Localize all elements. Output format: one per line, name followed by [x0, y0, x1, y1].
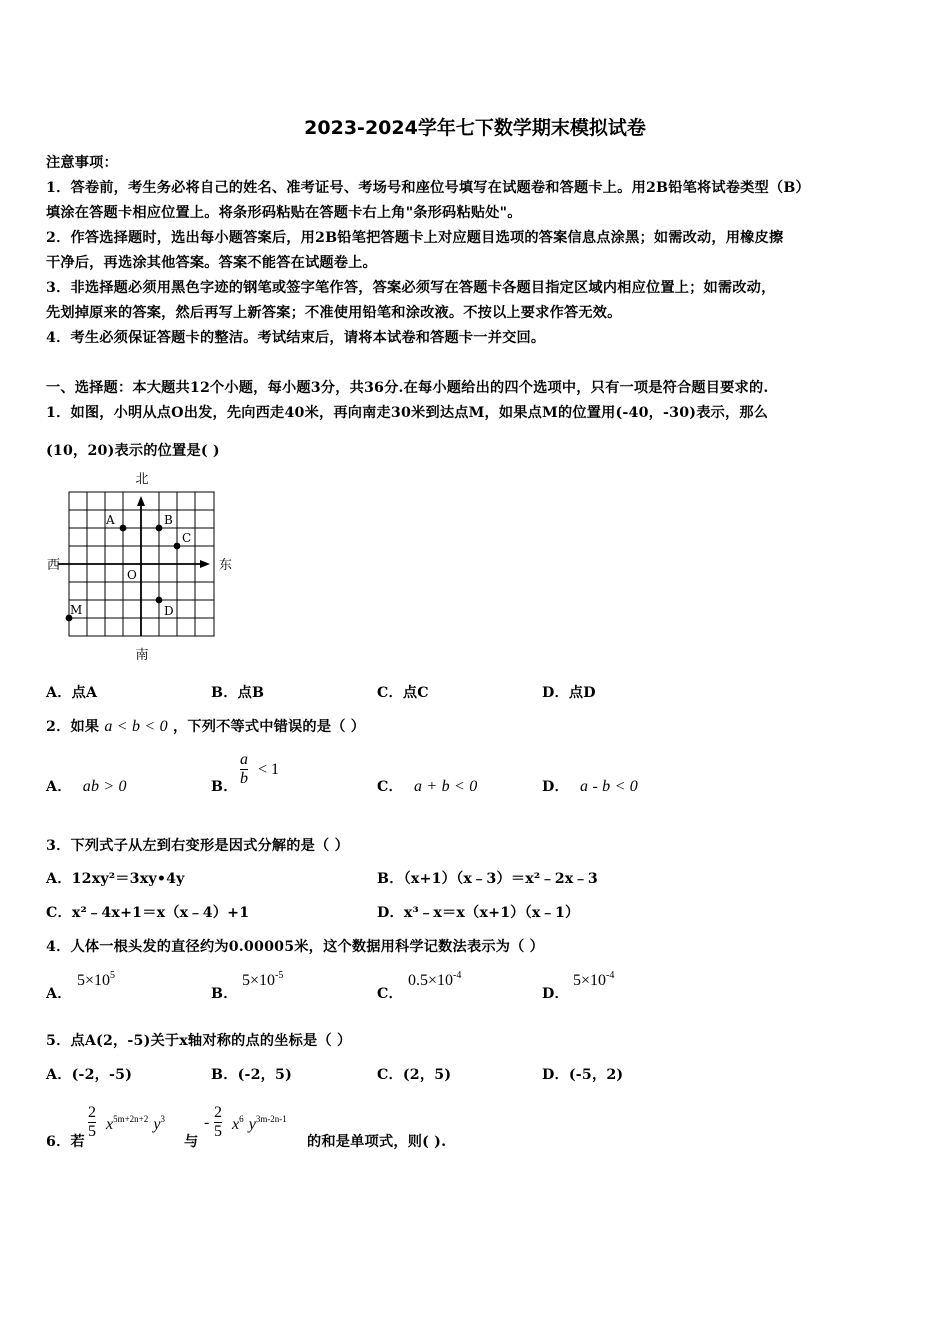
q6-term2-variables — [232, 1114, 287, 1134]
q2-stem — [46, 716, 365, 736]
q2-option-c — [377, 776, 477, 796]
notice-line: 干净后，再选涂其他答案。答案不能答在试题卷上。 — [46, 255, 377, 271]
q6-term1-fraction — [88, 1104, 96, 1141]
q5-option-c: C．(2，5) — [377, 1067, 452, 1083]
q2-stem-prefix: 2．如果 — [46, 719, 100, 735]
q6-prefix: 6．若 — [46, 1134, 85, 1150]
q3-option-b: B．（x+1）（x﹣3）＝x²﹣2x﹣3 — [377, 871, 598, 887]
q2-option-b-denominator: b — [240, 770, 248, 787]
q6-term1-variables — [106, 1114, 165, 1134]
notice-line: 3．非选择题必须用黑色字迹的钢笔或签字笔作答，答案必须写在答题卡各题目指定区域内相应位置上；如需改动， — [46, 280, 776, 296]
q5-option-b: B．(-2，5) — [211, 1067, 293, 1083]
point-a — [120, 525, 127, 532]
q4-option-a-label: A． — [46, 986, 72, 1002]
q2-stem-math: a < b < 0 — [104, 718, 168, 735]
q4-option-b-base: 5×10 — [242, 972, 276, 989]
q5-option-d: D．(-5，2) — [542, 1067, 624, 1083]
label-a: A — [106, 513, 115, 527]
q6-term1-y-exponent: 3 — [160, 1114, 165, 1124]
north-label: 北 — [135, 472, 149, 487]
q6-term2-denominator: 5 — [214, 1123, 222, 1140]
q6-term2-y: y — [248, 1116, 256, 1133]
q3-stem: 3．下列式子从左到右变形是因式分解的是（ ） — [46, 838, 349, 854]
label-b: B — [164, 513, 173, 527]
q1-option-d: D．点D — [542, 685, 596, 701]
point-b — [156, 525, 163, 532]
q4-option-d-base: 5×10 — [573, 972, 607, 989]
q2-option-a-label: A． — [46, 779, 72, 795]
q4-option-c-math — [408, 972, 461, 990]
q4-option-b-label: B． — [211, 986, 238, 1002]
q2-option-d-math: a - b < 0 — [580, 778, 638, 795]
q6-term2-x-exponent: 6 — [239, 1114, 244, 1124]
q3-option-a: A．12xy²＝3xy•4y — [46, 871, 185, 887]
q1-stem-line2: (10，20)表示的位置是( ) — [46, 443, 220, 459]
q1-option-b: B．点B — [211, 685, 265, 701]
q6-term1-denominator: 5 — [88, 1123, 96, 1140]
y-axis-arrow — [137, 496, 145, 506]
q4-stem: 4．人体一根头发的直径约为0.00005米，这个数据用科学记数法表示为（ ） — [46, 939, 545, 955]
q4-option-a-exponent: 5 — [110, 970, 116, 981]
q2-option-b-math — [240, 751, 248, 788]
q6-term2-x: x — [232, 1116, 240, 1133]
q4-option-c-base: 0.5×10 — [408, 972, 454, 989]
label-c: C — [182, 531, 192, 545]
q5-stem: 5．点A(2，-5)关于x轴对称的点的坐标是（ ） — [46, 1033, 352, 1049]
q4-option-d-label: D． — [542, 986, 569, 1002]
q2-option-c-label: C． — [377, 779, 403, 795]
notice-line: 填涂在答题卡相应位置上。将条形码粘贴在答题卡右上角"条形码粘贴处"。 — [46, 205, 522, 221]
q2-option-c-math: a + b < 0 — [414, 778, 478, 795]
q5-option-a: A．(-2，-5) — [46, 1067, 133, 1083]
q6-term2-numerator: 2 — [214, 1104, 222, 1121]
q3-option-d: D．x³﹣x＝x（x+1）（x﹣1） — [377, 905, 580, 921]
q6-term1-numerator: 2 — [88, 1104, 96, 1121]
q4-option-a-math — [77, 972, 115, 990]
notice-heading: 注意事项： — [46, 155, 118, 171]
label-m: M — [70, 603, 83, 617]
q4-option-b-math — [242, 972, 283, 990]
west-label: 西 — [47, 558, 61, 573]
q4-option-c-label: C． — [377, 986, 403, 1002]
notice-line: 1．答卷前，考生务必将自己的姓名、准考证号、考场号和座位号填写在试题卷和答题卡上。用2B铅笔将试卷类型（B） — [46, 180, 810, 196]
q6-term2-fraction — [214, 1104, 222, 1141]
label-d: D — [164, 604, 174, 618]
q2-option-b-fraction — [240, 751, 248, 788]
q2-stem-suffix: ，下列不等式中错误的是（ ） — [172, 719, 366, 735]
q2-option-a-math: ab > 0 — [82, 778, 127, 795]
q2-option-b-numerator: a — [240, 751, 248, 768]
page-title: 2023-2024学年七下数学期末模拟试卷 — [304, 117, 646, 139]
q2-option-b-label: B． — [211, 779, 238, 795]
q2-option-b-rest: < 1 — [258, 761, 280, 778]
notice-line: 先划掉原来的答案，然后再写上新答案；不准使用铅笔和涂改液。不按以上要求作答无效。 — [46, 305, 622, 321]
q6-term2-y-exponent: 3m-2n-1 — [255, 1114, 287, 1124]
x-axis-arrow — [200, 560, 210, 568]
q4-option-d-exponent: -4 — [606, 970, 615, 981]
q6-term2-sign: - — [204, 1114, 210, 1131]
q6-suffix: 的和是单项式，则( ). — [307, 1134, 447, 1150]
q1-stem-line1: 1．如图，小明从点O出发，先向西走40米，再向南走30米到达点M，如果点M的位置用(-40，-30)表示，那么 — [46, 405, 769, 421]
east-label: 东 — [219, 558, 233, 573]
q4-option-d-math — [573, 972, 614, 990]
q6-term1-x-exponent: 5m+2n+2 — [113, 1114, 149, 1124]
q1-option-c: C．点C — [377, 685, 429, 701]
notice-line: 4．考生必须保证答题卡的整洁。考试结束后，请将本试卷和答题卡一并交回。 — [46, 330, 546, 346]
q1-coordinate-figure — [44, 470, 244, 665]
q6-term1-x: x — [106, 1116, 114, 1133]
point-c — [174, 543, 181, 550]
q3-option-c: C．x²﹣4x+1＝x（x﹣4）+1 — [46, 905, 250, 921]
q4-option-b-exponent: -5 — [275, 970, 284, 981]
q6-connector: 与 — [184, 1134, 199, 1150]
q6-term1-y: y — [153, 1116, 161, 1133]
point-d — [156, 597, 163, 604]
section-heading: 一、选择题：本大题共12个小题，每小题3分，共36分.在每小题给出的四个选项中，只有一项是符合题目要求的. — [46, 380, 769, 396]
q2-option-a — [46, 776, 127, 796]
q2-option-d — [542, 776, 638, 796]
q1-option-a: A．点A — [46, 685, 98, 701]
q4-option-a-base: 5×10 — [77, 972, 111, 989]
q4-option-c-exponent: -4 — [453, 970, 462, 981]
q2-option-d-label: D． — [542, 779, 569, 795]
south-label: 南 — [135, 648, 149, 663]
label-o: O — [127, 568, 137, 582]
q6-term2-coefficient — [214, 1104, 222, 1141]
q6-term1-coefficient — [88, 1104, 96, 1141]
notice-line: 2．作答选择题时，选出每小题答案后，用2B铅笔把答题卡上对应题目选项的答案信息点涂黑；如需改动，用橡皮擦 — [46, 230, 784, 246]
